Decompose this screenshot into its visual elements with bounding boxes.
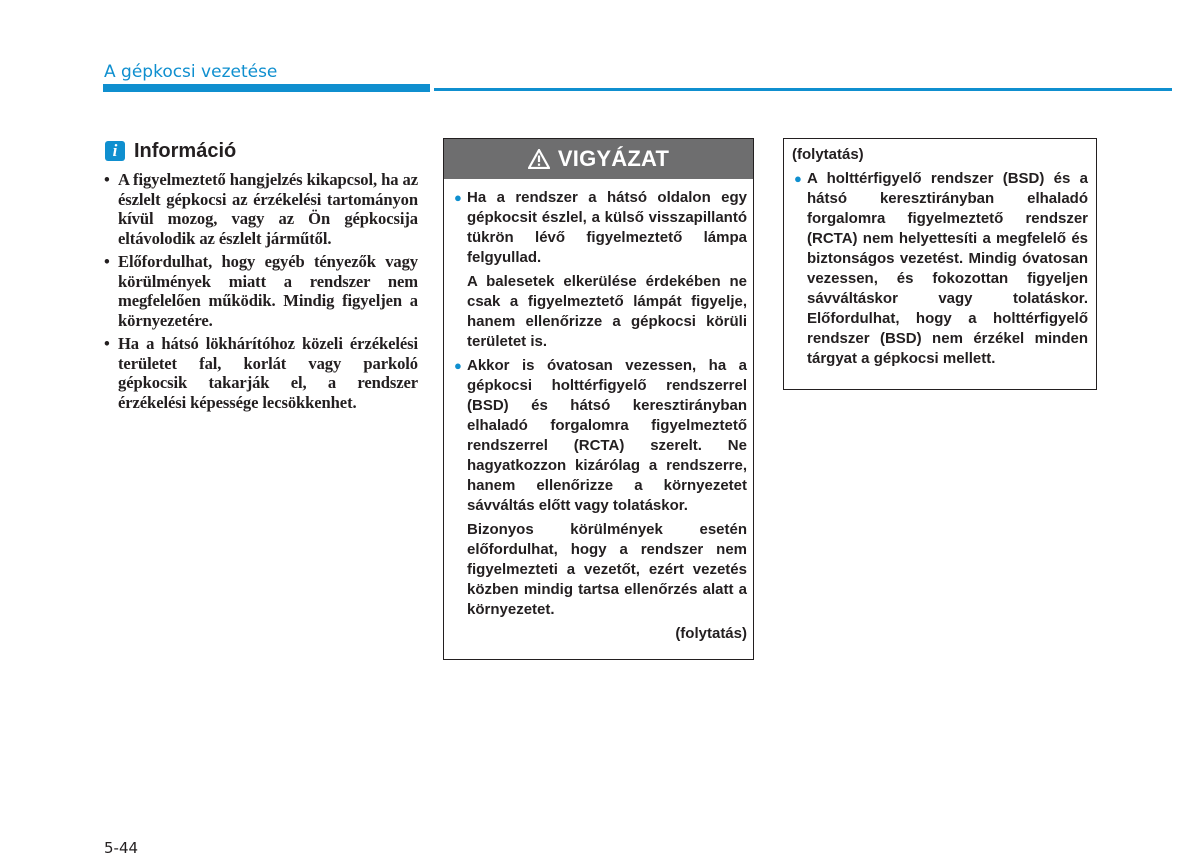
- caution-header: [444, 139, 753, 179]
- continuation-label: (folytatás): [792, 146, 864, 163]
- list-item: • Előfordulhat, hogy egyéb tényezők vagy körülmények miatt a rendszer nem megfelelően működik. Mindig figyeljen a környezetére.: [104, 252, 418, 330]
- bullet-dot-icon: ●: [794, 171, 802, 186]
- list-item: ● Ha a rendszer a hátsó oldalon egy gépkocsit észlel, a külső visszapillantó tükrön lévő figyelmeztető lámpa felgyullad. A balesetek elkerülése érdekében ne csak a figyelmeztető lámpát figyelje, hanem ellenőrizze a gépkocsi körüli területet is.: [454, 189, 747, 350]
- list-item: ● Akkor is óvatosan vezessen, ha a gépkocsi holttérfigyelő rendszerrel (BSD) és hátsó keresztirányban elhaladó forgalomra figyelmeztető rendszerrel (RCTA) szerelt. Ne hagyatkozzon kizárólag a rendszerre, hanem ellenőrizze a környezetet sávváltás előtt vagy tolatáskor. Bizonyos körülmények esetén előfordulhat, hogy a rendszer nem figyelmezteti a vezetőt, ezért vezetés közben mindig tartsa ellenőrzés alatt a környezetet.: [454, 357, 747, 618]
- information-section: [104, 140, 418, 416]
- information-title: Információ: [134, 139, 237, 162]
- continued-label: (folytatás): [675, 625, 747, 642]
- header-rule-thin: [434, 88, 1172, 91]
- information-list: [104, 170, 418, 412]
- list-item: • Ha a hátsó lökhárítóhoz közeli érzékelési területet fal, korlát vagy parkoló gépkocsik takarják el, a rendszer érzékelési képessége lecsökkenhet.: [104, 334, 418, 412]
- caution-body: [444, 179, 753, 644]
- list-item: ● A holttérfigyelő rendszer (BSD) és a hátsó keresztirányban elhaladó forgalomra figyelmeztető rendszer (RCTA) nem helyettesíti a megfelelő és biztonságos vezetést. Mindig óvatosan vezessen, és fokozottan figyeljen sávváltáskor vagy tolatáskor. Előfordulhat, hogy a holttérfigyelő rendszer (BSD) nem érzékel minden tárgyat a gépkocsi mellett.: [794, 170, 1088, 367]
- caution-list: [452, 188, 747, 620]
- list-item: • A figyelmeztető hangjelzés kikapcsol, ha az észlelt gépkocsi az érzékelési tartományon kívül mozog, vagy az Ön gépkocsija eltávolodik az észlelt járműtől.: [104, 170, 418, 248]
- bullet-dot-icon: ●: [454, 190, 462, 205]
- info-icon: i: [105, 141, 125, 161]
- bullet-dot-icon: ●: [454, 358, 462, 373]
- continuation-box: [783, 138, 1097, 390]
- list-item-note: A balesetek elkerülése érdekében ne csak a figyelmeztető lámpát figyelje, hanem ellenőrizze a gépkocsi körüli területet is.: [467, 273, 747, 350]
- section-title: A gépkocsi vezetése: [104, 62, 278, 82]
- header-rule-thick: [103, 84, 430, 92]
- list-item-note: Bizonyos körülmények esetén előfordulhat, hogy a rendszer nem figyelmezteti a vezetőt, ezért vezetés közben mindig tartsa ellenőrzés alatt a környezetet.: [467, 521, 747, 618]
- information-heading: [104, 140, 418, 162]
- continuation-list: [792, 169, 1088, 369]
- page-number: 5-44: [104, 839, 139, 857]
- caution-box: [443, 138, 754, 660]
- warning-triangle-icon: [528, 149, 550, 169]
- caution-title: VIGYÁZAT: [557, 146, 670, 171]
